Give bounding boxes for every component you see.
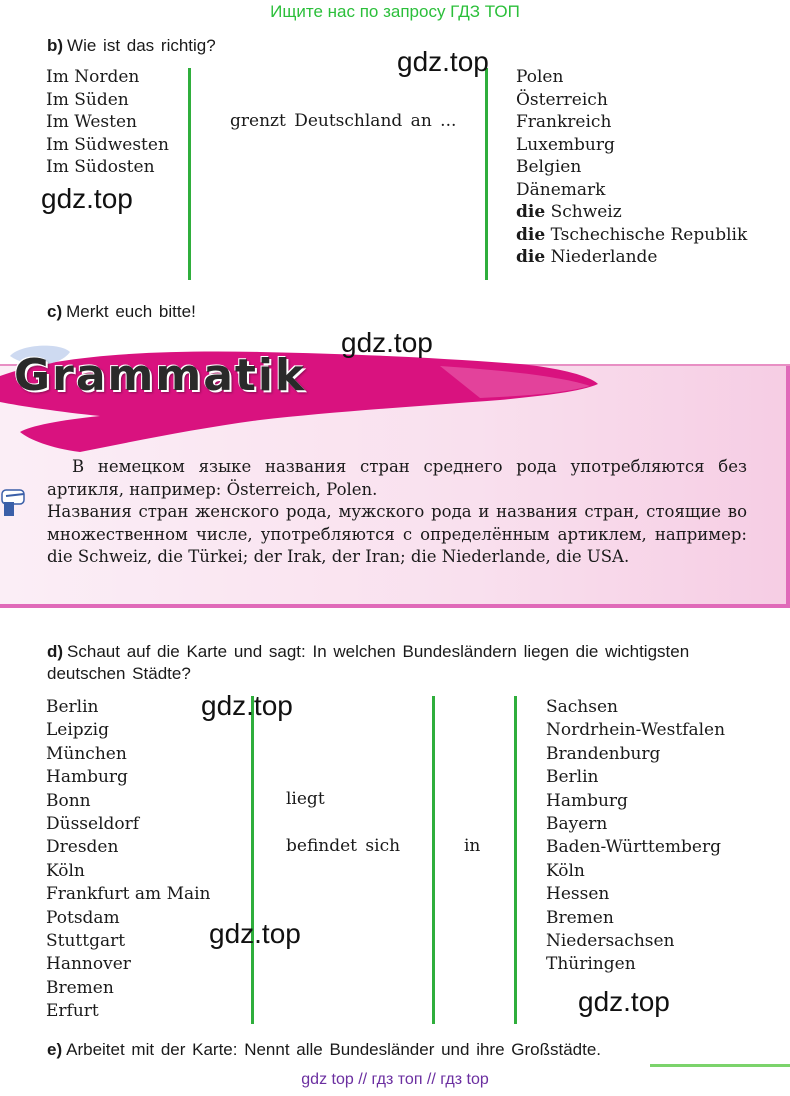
state-item: Hamburg	[546, 790, 628, 811]
watermark: gdz.top	[397, 46, 489, 77]
task-c-letter: c)	[47, 302, 63, 321]
city-item: Hamburg	[46, 767, 128, 788]
city-item: München	[46, 743, 127, 764]
state-item: Brandenburg	[546, 743, 661, 764]
country-item	[516, 111, 747, 134]
task-b-letter: b)	[47, 36, 64, 55]
task-e-letter: e)	[47, 1040, 63, 1059]
task-c-heading	[47, 302, 196, 322]
task-b-heading	[47, 36, 216, 56]
city-item: Erfurt	[46, 1001, 99, 1022]
task-d-letter: d)	[47, 642, 64, 661]
country-name: Schweiz	[550, 202, 622, 222]
task-d-heading	[47, 642, 689, 662]
country-item	[516, 66, 747, 89]
city-item: Köln	[46, 860, 85, 881]
state-item: Bayern	[546, 813, 608, 834]
country-name: Österreich	[516, 89, 608, 110]
verb-liegt: liegt	[286, 789, 325, 809]
city-list	[46, 696, 211, 1023]
divider-line	[432, 696, 435, 1024]
state-item: Baden-Württemberg	[546, 837, 721, 858]
country-name: Luxemburg	[516, 134, 615, 155]
task-d-line1: Schaut auf die Karte und sagt: In welchen Bundesländern liegen die wichtigsten	[67, 642, 690, 661]
country-list	[516, 66, 747, 269]
grammar-paragraph-2: Названия стран женского рода, мужского рода и названия стран, стоящие во множественном числе, употребляются с определённым артиклем, например: die Schweiz, die Türkei; der Irak, der Iran; die Niederlande, die USA.	[47, 502, 747, 567]
watermark: gdz.top	[209, 918, 301, 949]
direction-item: Im Südosten	[46, 157, 155, 177]
state-item: Sachsen	[546, 697, 618, 717]
task-d-heading-line2: deutschen Städte?	[47, 664, 191, 683]
task-c-text: Merkt euch bitte!	[66, 302, 196, 321]
direction-item: Im Norden	[46, 67, 140, 87]
watermark: gdz.top	[41, 183, 133, 214]
state-list	[546, 696, 725, 977]
direction-item: Im Südwesten	[46, 134, 169, 155]
state-item: Nordrhein-Westfalen	[546, 720, 726, 741]
footer-links: gdz top // гдз топ // гдз top	[301, 1071, 489, 1088]
verb-befindet-sich: befindet sich	[286, 836, 401, 856]
preposition-in: in	[464, 836, 481, 856]
country-item	[516, 246, 747, 269]
state-item: Thüringen	[546, 954, 636, 975]
country-name: Belgien	[516, 157, 582, 177]
country-name: Niederlande	[550, 247, 658, 267]
direction-list	[46, 66, 169, 179]
task-e-text: Arbeitet mit der Karte: Nennt alle Bundesländer und ihre Großstädte.	[66, 1040, 602, 1059]
state-item: Köln	[546, 860, 585, 881]
city-item: Potsdam	[46, 907, 120, 928]
footer-divider	[650, 1064, 790, 1067]
task-e-heading	[47, 1040, 601, 1060]
country-item	[516, 179, 747, 202]
country-item	[516, 224, 747, 247]
direction-item: Im Süden	[46, 89, 129, 110]
country-name: Dänemark	[516, 179, 606, 200]
top-banner: Ищите нас по запросу ГДЗ ТОП	[270, 2, 520, 21]
watermark: gdz.top	[341, 327, 433, 358]
grammar-paragraph-1: В немецком языке названия стран среднего рода употребляются без артикля, например: Österreich, Polen.	[47, 457, 747, 499]
article: die	[516, 202, 546, 222]
watermark: gdz.top	[578, 986, 670, 1017]
divider-line	[251, 696, 254, 1024]
grammar-text	[47, 456, 747, 569]
article: die	[516, 247, 546, 267]
city-item: Hannover	[46, 954, 131, 975]
country-item	[516, 89, 747, 112]
country-name: Polen	[516, 67, 564, 87]
state-item: Bremen	[546, 907, 614, 928]
divider-line	[485, 68, 488, 280]
direction-item: Im Westen	[46, 112, 137, 132]
city-item: Dresden	[46, 837, 119, 858]
state-item: Berlin	[546, 767, 599, 788]
country-name: Frankreich	[516, 112, 612, 132]
country-item	[516, 201, 747, 224]
city-item: Stuttgart	[46, 930, 126, 951]
city-item: Frankfurt am Main	[46, 884, 211, 905]
country-name: Tschechische Republik	[550, 224, 748, 245]
grammar-title: Grammatik	[14, 350, 307, 401]
state-item: Hessen	[546, 884, 610, 905]
verb-phrase: grenzt Deutschland an ...	[230, 111, 457, 131]
city-item: Düsseldorf	[46, 813, 140, 834]
country-item	[516, 134, 747, 157]
city-item: Bremen	[46, 977, 114, 998]
task-b-text: Wie ist das richtig?	[67, 36, 216, 55]
divider-line	[514, 696, 517, 1024]
state-item: Niedersachsen	[546, 930, 675, 951]
city-item: Berlin	[46, 697, 99, 717]
article: die	[516, 224, 546, 245]
pencil-hand-icon	[0, 482, 30, 518]
divider-line	[188, 68, 191, 280]
watermark: gdz.top	[201, 690, 293, 721]
country-item	[516, 156, 747, 179]
city-item: Bonn	[46, 790, 91, 811]
city-item: Leipzig	[46, 720, 109, 741]
